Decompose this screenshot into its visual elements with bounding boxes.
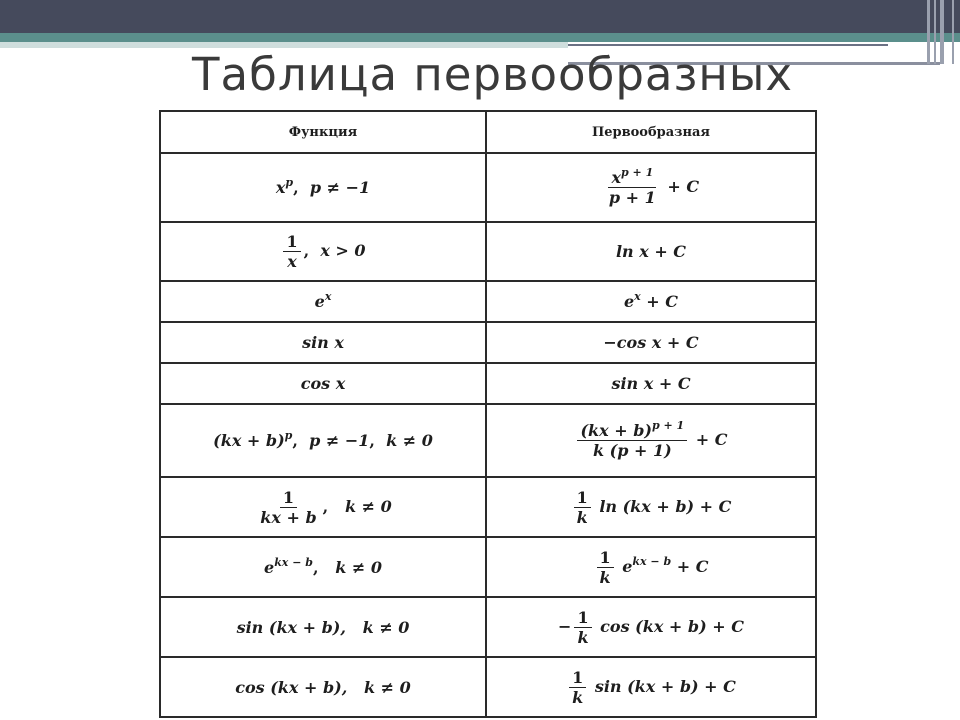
- function-cell: cos x: [160, 363, 486, 404]
- antiderivative-cell: sin x + C: [486, 363, 816, 404]
- table-row: [160, 537, 816, 597]
- antiderivative-table: [159, 110, 817, 718]
- header-function: Функция: [160, 111, 486, 153]
- antiderivative-cell: $\frac{1}{k}$ sin (kx + b) + C: [486, 657, 816, 717]
- table-row: [160, 222, 816, 281]
- table-row: [160, 363, 816, 404]
- function-cell: sin x: [160, 322, 486, 363]
- function-cell: $\frac{1}{kx + b}$ , k ≠ 0: [160, 477, 486, 537]
- table-row: [160, 322, 816, 363]
- function-cell: $e^{kx - b}$, k ≠ 0: [160, 537, 486, 597]
- table-row: [160, 597, 816, 657]
- function-cell: $e^x$: [160, 281, 486, 322]
- antiderivative-cell: $\frac{1}{k}$ $e^{kx - b} + C$: [486, 537, 816, 597]
- condition: p ≠ −1: [309, 178, 371, 197]
- table-row: [160, 657, 816, 717]
- function-cell: (kx + b)$^p$, p ≠ −1, k ≠ 0: [160, 404, 486, 477]
- slide-title: Таблица первообразных: [192, 48, 793, 101]
- condition: x > 0: [320, 241, 366, 260]
- antiderivative-cell: − $\frac{1}{k}$ cos (kx + b) + C: [486, 597, 816, 657]
- table-row: [160, 281, 816, 322]
- table-row: [160, 153, 816, 222]
- header-bar-dark: [0, 0, 960, 33]
- antiderivative-cell: $e^x + C$: [486, 281, 816, 322]
- function-cell: sin (kx + b), k ≠ 0: [160, 597, 486, 657]
- header-vertical-bars: [920, 0, 960, 64]
- header-bar-teal: [0, 33, 960, 42]
- table-row: [160, 477, 816, 537]
- function-cell: cos (kx + b), k ≠ 0: [160, 657, 486, 717]
- table-header-row: [160, 111, 816, 153]
- antiderivative-cell: −cos x + C: [486, 322, 816, 363]
- header-rule: [568, 44, 888, 46]
- antiderivative-cell: $\frac{x^{p + 1}}{p + 1}$ + C: [486, 153, 816, 222]
- antiderivative-cell: $\frac{(kx + b)^{p + 1}}{k (p + 1)}$ + C: [486, 404, 816, 477]
- antiderivative-cell: $\frac{1}{k}$ ln (kx + b) + C: [486, 477, 816, 537]
- function-cell: $\frac{1}{x}$ , x > 0: [160, 222, 486, 281]
- antiderivative-cell: ln x + C: [486, 222, 816, 281]
- header-antiderivative: Первообразная: [486, 111, 816, 153]
- function-cell: $x^p$, p ≠ −1: [160, 153, 486, 222]
- table-row: [160, 404, 816, 477]
